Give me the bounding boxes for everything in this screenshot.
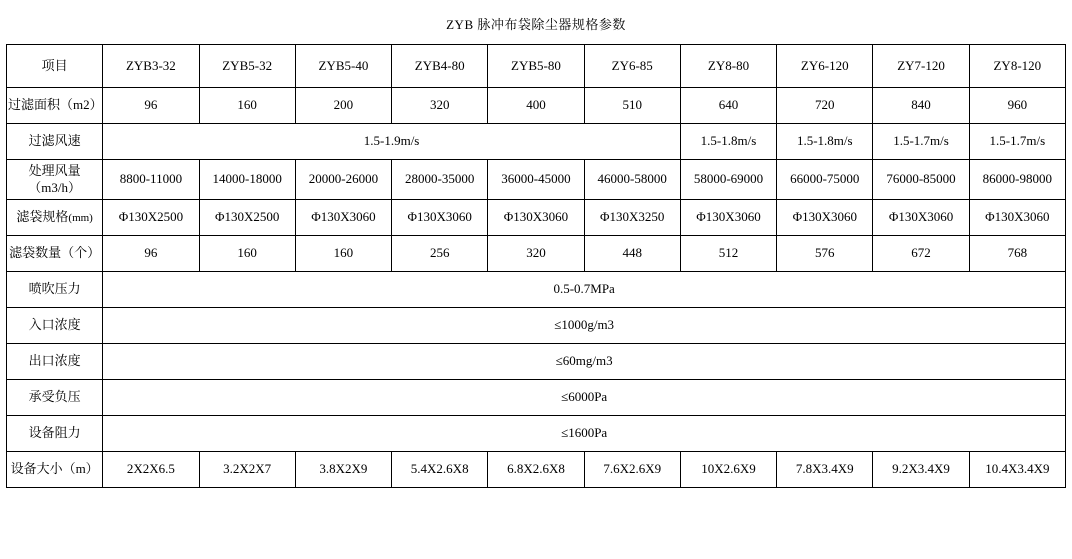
cell-filter-area-2: 200 xyxy=(295,88,391,124)
cell-bag-count-0: 96 xyxy=(103,236,199,272)
header-model-3: ZYB4-80 xyxy=(392,45,488,88)
table-row xyxy=(7,200,1066,236)
cell-bag-count-9: 768 xyxy=(969,236,1065,272)
header-model-4: ZYB5-80 xyxy=(488,45,584,88)
cell-bag-spec-6: Φ130X3060 xyxy=(680,200,776,236)
header-model-9: ZY8-120 xyxy=(969,45,1065,88)
table-row xyxy=(7,344,1066,380)
cell-air-volume-0: 8800-11000 xyxy=(103,160,199,200)
cell-equipment-size-0: 2X2X6.5 xyxy=(103,452,199,488)
cell-bag-count-7: 576 xyxy=(777,236,873,272)
cell-bag-spec-9: Φ130X3060 xyxy=(969,200,1065,236)
cell-filter-area-4: 400 xyxy=(488,88,584,124)
table-row xyxy=(7,124,1066,160)
cell-negative-pressure-span: ≤6000Pa xyxy=(103,380,1066,416)
spec-table xyxy=(6,5,1066,488)
cell-filter-speed-7: 1.5-1.8m/s xyxy=(777,124,873,160)
cell-equipment-size-4: 6.8X2.6X8 xyxy=(488,452,584,488)
header-model-6: ZY8-80 xyxy=(680,45,776,88)
cell-equipment-size-5: 7.6X2.6X9 xyxy=(584,452,680,488)
row-label-outlet-concentration: 出口浓度 xyxy=(7,344,103,380)
cell-equipment-size-2: 3.8X2X9 xyxy=(295,452,391,488)
table-header-row xyxy=(7,45,1066,88)
cell-bag-count-2: 160 xyxy=(295,236,391,272)
cell-bag-count-6: 512 xyxy=(680,236,776,272)
table-row xyxy=(7,416,1066,452)
row-label-pulse-pressure: 喷吹压力 xyxy=(7,272,103,308)
cell-filter-area-6: 640 xyxy=(680,88,776,124)
cell-equipment-size-9: 10.4X3.4X9 xyxy=(969,452,1065,488)
cell-outlet-concentration-span: ≤60mg/m3 xyxy=(103,344,1066,380)
header-model-7: ZY6-120 xyxy=(777,45,873,88)
row-label-equipment-size: 设备大小（m） xyxy=(7,452,103,488)
cell-equipment-size-1: 3.2X2X7 xyxy=(199,452,295,488)
cell-bag-spec-7: Φ130X3060 xyxy=(777,200,873,236)
header-model-0: ZYB3-32 xyxy=(103,45,199,88)
row-label-bag-count: 滤袋数量（个） xyxy=(7,236,103,272)
document-page xyxy=(0,5,1072,559)
row-label-filter-speed: 过滤风速 xyxy=(7,124,103,160)
cell-air-volume-7: 66000-75000 xyxy=(777,160,873,200)
cell-equipment-size-6: 10X2.6X9 xyxy=(680,452,776,488)
cell-air-volume-3: 28000-35000 xyxy=(392,160,488,200)
header-model-8: ZY7-120 xyxy=(873,45,969,88)
cell-air-volume-2: 20000-26000 xyxy=(295,160,391,200)
row-label-bag-spec xyxy=(7,200,103,236)
cell-filter-area-0: 96 xyxy=(103,88,199,124)
cell-bag-spec-3: Φ130X3060 xyxy=(392,200,488,236)
row-label-inlet-concentration: 入口浓度 xyxy=(7,308,103,344)
cell-equipment-size-3: 5.4X2.6X8 xyxy=(392,452,488,488)
cell-bag-spec-5: Φ130X3250 xyxy=(584,200,680,236)
cell-filter-area-9: 960 xyxy=(969,88,1065,124)
cell-filter-speed-8: 1.5-1.7m/s xyxy=(873,124,969,160)
cell-bag-spec-2: Φ130X3060 xyxy=(295,200,391,236)
table-row xyxy=(7,380,1066,416)
cell-bag-count-5: 448 xyxy=(584,236,680,272)
cell-bag-count-1: 160 xyxy=(199,236,295,272)
table-row xyxy=(7,308,1066,344)
cell-equipment-size-8: 9.2X3.4X9 xyxy=(873,452,969,488)
cell-filter-area-5: 510 xyxy=(584,88,680,124)
table-row xyxy=(7,452,1066,488)
cell-filter-area-3: 320 xyxy=(392,88,488,124)
cell-filter-area-8: 840 xyxy=(873,88,969,124)
cell-equipment-size-7: 7.8X3.4X9 xyxy=(777,452,873,488)
row-label-negative-pressure: 承受负压 xyxy=(7,380,103,416)
header-model-2: ZYB5-40 xyxy=(295,45,391,88)
row-label-air-volume-line2: （m3/h） xyxy=(28,179,81,195)
table-title-row xyxy=(7,6,1066,45)
cell-air-volume-6: 58000-69000 xyxy=(680,160,776,200)
page-title: ZYB 脉冲布袋除尘器规格参数 xyxy=(7,6,1066,45)
header-model-1: ZYB5-32 xyxy=(199,45,295,88)
row-label-resistance: 设备阻力 xyxy=(7,416,103,452)
cell-bag-count-3: 256 xyxy=(392,236,488,272)
cell-bag-spec-4: Φ130X3060 xyxy=(488,200,584,236)
cell-filter-speed-9: 1.5-1.7m/s xyxy=(969,124,1065,160)
row-label-filter-area: 过滤面积（m2） xyxy=(7,88,103,124)
cell-resistance-span: ≤1600Pa xyxy=(103,416,1066,452)
header-label: 项目 xyxy=(7,45,103,88)
cell-bag-count-4: 320 xyxy=(488,236,584,272)
row-label-air-volume-line1: 处理风量 xyxy=(28,163,81,179)
header-model-5: ZY6-85 xyxy=(584,45,680,88)
cell-inlet-concentration-span: ≤1000g/m3 xyxy=(103,308,1066,344)
cell-bag-spec-8: Φ130X3060 xyxy=(873,200,969,236)
table-row xyxy=(7,272,1066,308)
cell-bag-spec-0: Φ130X2500 xyxy=(103,200,199,236)
row-label-bag-spec-unit: (mm) xyxy=(68,212,93,225)
cell-air-volume-8: 76000-85000 xyxy=(873,160,969,200)
cell-filter-area-1: 160 xyxy=(199,88,295,124)
cell-filter-speed-span: 1.5-1.9m/s xyxy=(103,124,681,160)
table-row xyxy=(7,160,1066,200)
cell-air-volume-1: 14000-18000 xyxy=(199,160,295,200)
cell-air-volume-9: 86000-98000 xyxy=(969,160,1065,200)
table-row xyxy=(7,88,1066,124)
table-row xyxy=(7,236,1066,272)
cell-bag-spec-1: Φ130X2500 xyxy=(199,200,295,236)
row-label-bag-spec-text: 滤袋规格 xyxy=(16,209,69,225)
cell-bag-count-8: 672 xyxy=(873,236,969,272)
cell-air-volume-4: 36000-45000 xyxy=(488,160,584,200)
cell-air-volume-5: 46000-58000 xyxy=(584,160,680,200)
row-label-air-volume xyxy=(7,160,103,200)
cell-pulse-pressure-span: 0.5-0.7MPa xyxy=(103,272,1066,308)
cell-filter-speed-6: 1.5-1.8m/s xyxy=(680,124,776,160)
cell-filter-area-7: 720 xyxy=(777,88,873,124)
